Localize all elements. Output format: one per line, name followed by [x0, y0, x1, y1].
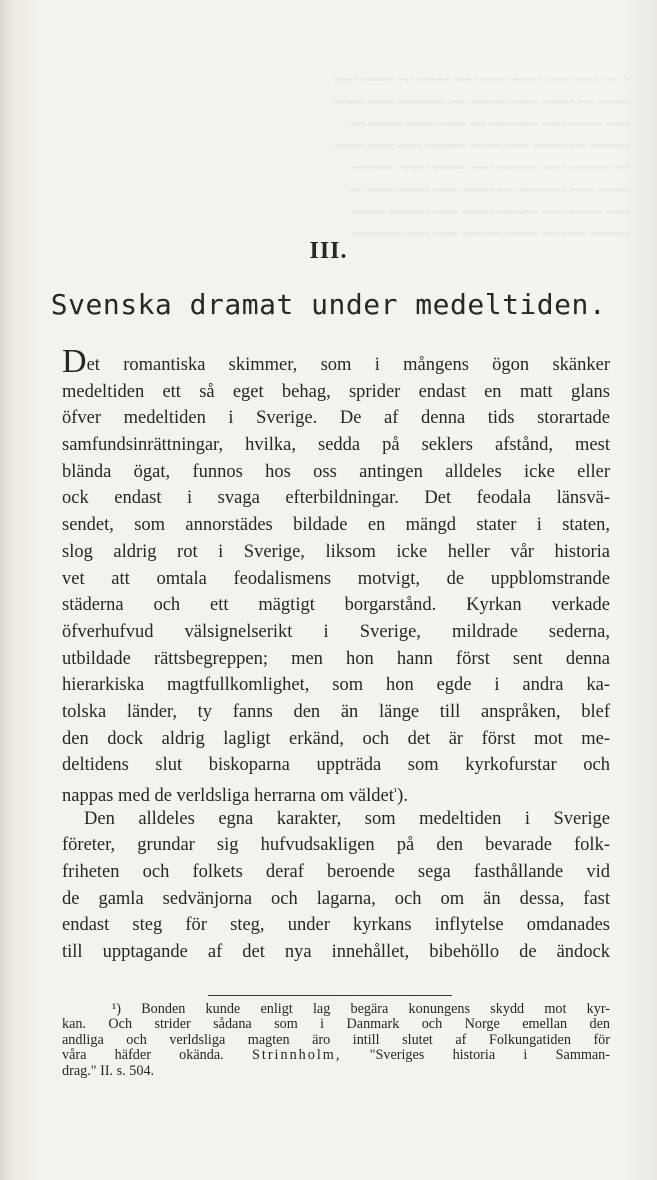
- footnote: [62, 1002, 610, 1079]
- body-line: de gamla sedvänjorna och lagarna, och om än dessa, fast: [62, 888, 610, 909]
- body-line: friheten och folkets deraf beroende sega fasthållande vid: [62, 862, 610, 883]
- footnote-line: andliga och verldsliga magten äro intill slutet af Folkungatiden för: [62, 1031, 610, 1048]
- footnote-text: våra häfder okända.: [62, 1047, 224, 1064]
- body-line: slog aldrig rot i Sverige, liksom icke heller vår historia: [62, 541, 610, 562]
- footnote-text: "Sveriges historia i Samman-: [369, 1047, 611, 1064]
- body-line: deltidens slut biskoparna uppträda som kyrkofurstar och: [62, 755, 610, 776]
- footnote-line: [62, 1002, 610, 1017]
- footnote-line: [62, 1048, 610, 1063]
- footnote-line: kan. Och strider sådana som i Danmark och Norge emellan den: [62, 1016, 610, 1033]
- body-line: utbildade rättsbegreppen; men hon hann först sent denna: [62, 648, 610, 669]
- body-line: [62, 343, 610, 380]
- body-line: till upptagande af det nya innehållet, bibehöllo de ändock: [62, 942, 610, 963]
- body-line: öfver medeltiden i Sverige. De af denna tids storartade: [62, 408, 610, 429]
- body-line: samfundsinrättningar, hvilka, sedda på seklers afstånd, mest: [62, 435, 610, 456]
- body-line: företer, grundar sig hufvudsakligen på den bevarade folk-: [62, 835, 610, 856]
- body-line: [62, 779, 610, 806]
- chapter-number: III.: [309, 238, 348, 264]
- body-line: Den alldeles egna karakter, som medeltiden i Sverige: [84, 808, 610, 829]
- footnote-text: Bonden kunde enligt lag begära konungens skydd mot kyr-: [141, 1001, 610, 1017]
- footnote-reference[interactable]: ¹: [393, 786, 398, 798]
- body-line-text: nappas med de verldsliga herrarna om väldet: [62, 786, 394, 806]
- body-line: medeltiden ett så eget behag, sprider endast en matt glans: [62, 381, 610, 402]
- body-text: [62, 343, 610, 966]
- body-line: öfverhufvud välsignelserikt i Sverige, mildrade sederna,: [62, 621, 610, 642]
- body-line: hierarkiska magtfullkomlighet, som hon egde i andra ka-: [62, 675, 610, 696]
- body-line: blända ögat, funnos hos oss antingen alldeles icke eller: [62, 461, 610, 482]
- body-line: ock endast i svaga efterbildningar. Det feodala länsvä-: [62, 488, 610, 509]
- body-line: städerna och ett mägtigt borgarstånd. Kyrkan verkade: [62, 595, 610, 616]
- drop-cap: D: [62, 343, 87, 380]
- body-line: den dock aldrig lagligt erkänd, och det är först mot me-: [62, 728, 610, 749]
- footnote-reference-suffix: ).: [397, 786, 408, 806]
- chapter-title: Svenska dramat under medeltiden.: [50, 288, 607, 321]
- body-line: sendet, som annorstädes bildade en mängd stater i staten,: [62, 515, 610, 536]
- footnote-divider: [208, 995, 452, 996]
- body-line: tolska länder, ty fanns den än länge till anspråken, blef: [62, 701, 610, 722]
- author-name: Strinnholm,: [251, 1047, 342, 1064]
- body-line: vet att omtala feodalismens motvigt, de uppblomstrande: [62, 568, 610, 589]
- show-through-text: ~ ~~ ~~~ ~~~ ~~~~ ~~~ ~~~ ~~~~ ~~ ~~~~ ~~~ ~~~~ ~~ ~~~~ ~~~ ~~~~~ ~~ ~~~~~~ ~~~ ~~~~ ~~~ ~~~~ ~~~ ~~~~~~ ~~ ~~~ ~~~~ ~~~~ ~~ ~~~~~ ~~ ~~~~ ~~~ ~~~~ ~~~~~ ~~~ ~~~ ~~~~ ~~ ~~~~~ ~~~ ~~~~~ ~~~ ~~~~ ~~~~ ~~~~~ ~~~~ ~~~ ~~~~~~ ~~ ~~~~ ~~~ ~~~~ ~~~ ~~ ~~~ ~~~~ ~~~ ~~~~~ ~~~~ ~~~ ~~~~~ ~~~~ ~~~~~ ~~~ ~~ ~~~~ ~~~~~ ~~~ ~~~ ~~~~~~: [332, 73, 630, 243]
- body-line-text: et romantiska skimmer, som i mångens ögon skänker: [86, 355, 610, 375]
- body-line: endast steg för steg, under kyrkans inflytelse omdanades: [62, 915, 610, 936]
- footnote-line: drag." II. s. 504.: [62, 1062, 155, 1079]
- footnote-marker: ¹): [112, 1001, 121, 1017]
